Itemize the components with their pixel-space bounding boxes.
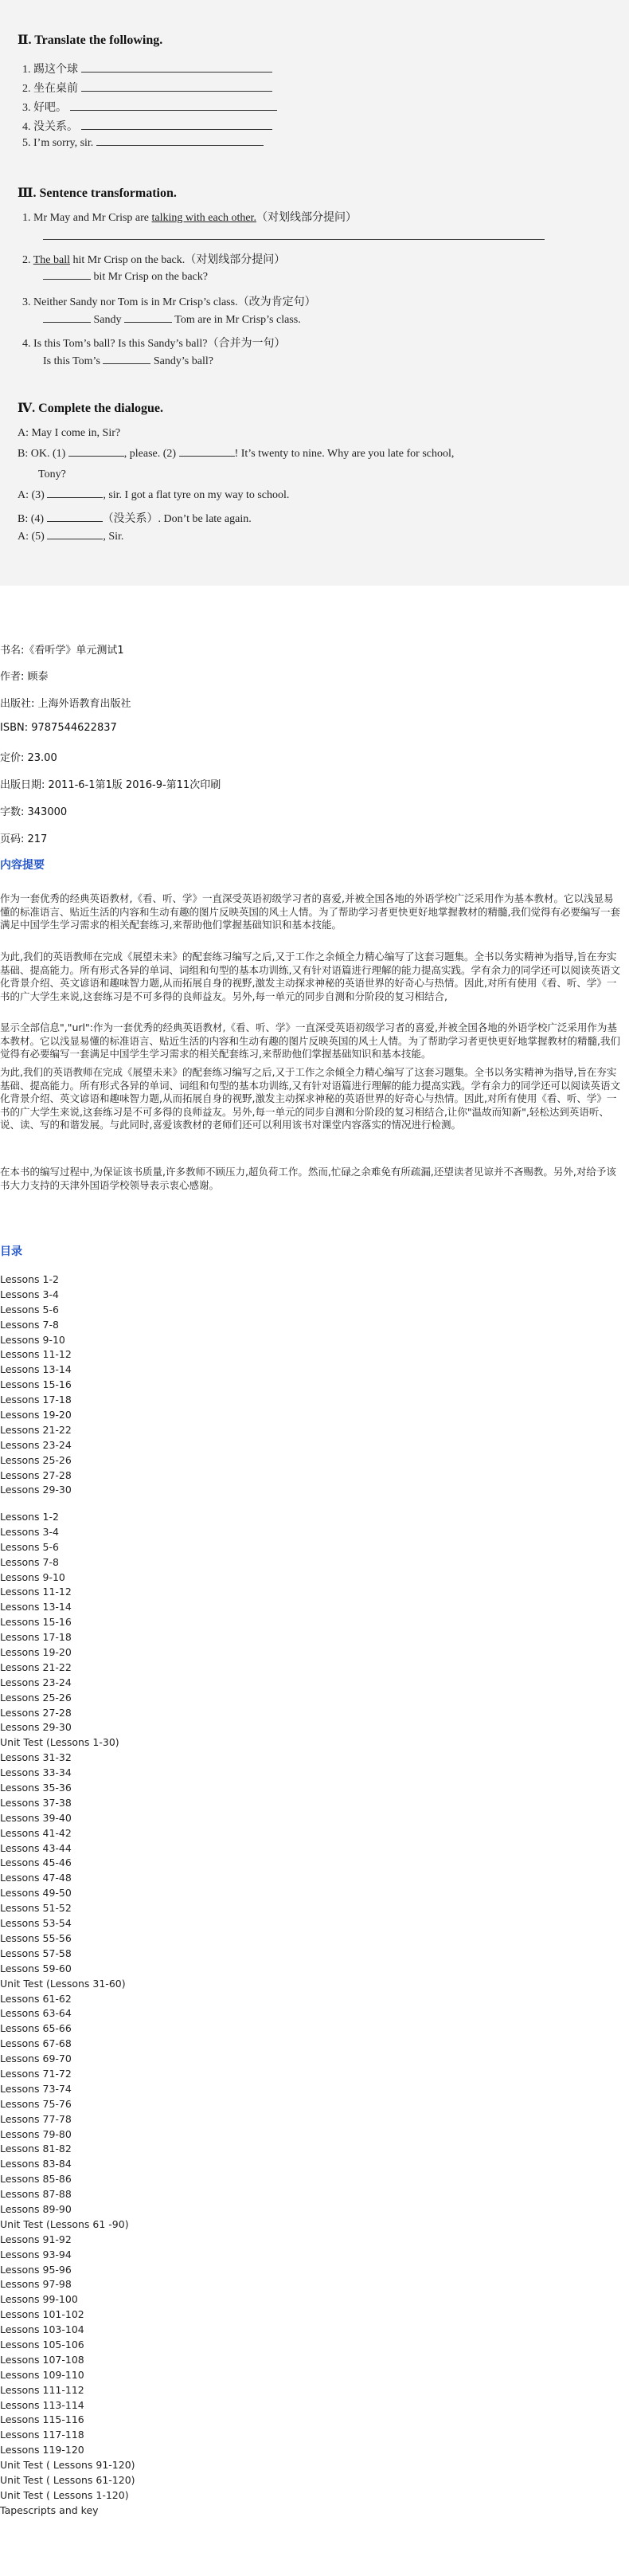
toc-item: Lessons 45-46 xyxy=(0,1857,72,1869)
toc-item: Lessons 47-48 xyxy=(0,1872,72,1884)
dialogue-line-2: B: OK. (1) , please. (2) ! It’s twenty to nine. Why are you late for school, xyxy=(18,448,455,460)
toc-item: Lessons 1-2 xyxy=(0,1511,59,1523)
book-author: 作者: 顾泰 xyxy=(0,671,49,683)
transform-item-3: 3. Neither Sandy nor Tom is in Mr Crisp’s class.（改为肯定句） xyxy=(22,296,316,308)
toc-item: Lessons 99-100 xyxy=(0,2293,78,2306)
toc-item: Lessons 75-76 xyxy=(0,2097,72,2110)
toc-item: Lessons 33-34 xyxy=(0,1766,72,1779)
dialogue-line-3: Tony? xyxy=(38,469,66,480)
section-2-title: Ⅱ. Translate the following. xyxy=(18,33,163,47)
translate-item-1: 1. 踢这个球 xyxy=(22,61,272,76)
toc-item: Lessons 3-4 xyxy=(0,1525,59,1538)
translate-item-5: 5. I’m sorry, sir. xyxy=(22,137,264,150)
toc-item: Lessons 73-74 xyxy=(0,2082,72,2095)
toc-item: Lessons 111-112 xyxy=(0,2383,84,2396)
book-word-count: 字数: 343000 xyxy=(0,806,68,818)
toc-item: Lessons 69-70 xyxy=(0,2053,72,2065)
translate-item-3: 3. 好吧。 xyxy=(22,99,277,115)
toc-item: Lessons 83-84 xyxy=(0,2158,72,2170)
toc-item: Lessons 9-10 xyxy=(0,1570,65,1583)
toc-item: Lessons 65-66 xyxy=(0,2022,72,2035)
book-pages: 页码: 217 xyxy=(0,833,48,845)
toc-item: Lessons 27-28 xyxy=(0,1468,72,1481)
toc-item: Lessons 31-32 xyxy=(0,1751,72,1764)
toc-item: Lessons 37-38 xyxy=(0,1796,72,1809)
transform-item-3-answer: Sandy Tom are in Mr Crisp’s class. xyxy=(43,314,301,327)
toc-item: Lessons 13-14 xyxy=(0,1601,72,1613)
transform-item-4-answer: Is this Tom’s Sandy’s ball? xyxy=(43,355,213,367)
toc-item: Lessons 29-30 xyxy=(0,1721,72,1734)
toc-item: Lessons 35-36 xyxy=(0,1782,72,1794)
dialogue-line-4: A: (3) , sir. I got a flat tyre on my way to school. xyxy=(18,489,290,501)
toc-item: Lessons 71-72 xyxy=(0,2067,72,2080)
toc-item: Lessons 29-30 xyxy=(0,1484,72,1496)
toc-item: Lessons 11-12 xyxy=(0,1348,72,1361)
toc-item: Lessons 115-116 xyxy=(0,2413,84,2426)
toc-list-2 xyxy=(0,1510,135,2519)
toc-item: Lessons 117-118 xyxy=(0,2429,84,2441)
toc-item: Lessons 13-14 xyxy=(0,1363,72,1376)
toc-item: Lessons 11-12 xyxy=(0,1586,72,1598)
toc-item: Lessons 21-22 xyxy=(0,1660,72,1673)
toc-item: Lessons 5-6 xyxy=(0,1540,59,1553)
summary-paragraph-4: 为此,我们的英语教师在完成《展望未来》的配套练习编写之后,又于工作之余倾全力精心编写了这套习题集。全书以务实精神为指导,旨在夯实基础、提高能力。所有形式各异的单词、词组和句型的基本功训练,又有针对语篇进行理解的能力提高实践。学有余力的同学还可以阅读英语文化背景介绍、英文谚语和趣味智力题,从而拓展自身的视野,激发主动探求神秘的英语世界的好奇心与热情。因此,对所有使用《看、听、学》一书的广大学生来说,这套练习是不可多得的良师益友。另外,每一单元的同步自测和分阶段的复习相结合,让你"温故而知新",轻松达到英语听、说、读、写的和谐发展。与此同时,喜爱该教材的老师们还可以利用该书对课堂内容落实的情况进行检测。 xyxy=(0,1066,620,1131)
toc-item: Lessons 15-16 xyxy=(0,1378,72,1391)
toc-item: Lessons 89-90 xyxy=(0,2202,72,2215)
toc-item: Lessons 15-16 xyxy=(0,1616,72,1629)
book-isbn: ISBN: 9787544622837 xyxy=(0,722,117,734)
toc-item: Lessons 61-62 xyxy=(0,1992,72,2005)
toc-item: Lessons 53-54 xyxy=(0,1917,72,1930)
toc-item: Lessons 79-80 xyxy=(0,2127,72,2140)
toc-item: Unit Test (Lessons 1-30) xyxy=(0,1736,119,1749)
transform-item-1: 1. Mr May and Mr Crisp are talking with each other.（对划线部分提问） xyxy=(22,212,357,224)
toc-item: Lessons 105-106 xyxy=(0,2338,84,2351)
toc-item: Lessons 107-108 xyxy=(0,2353,84,2366)
toc-item: Lessons 1-2 xyxy=(0,1273,59,1285)
toc-item: Lessons 25-26 xyxy=(0,1691,72,1704)
dialogue-line-6: A: (5) , Sir. xyxy=(18,531,124,543)
dialogue-line-1: A: May I come in, Sir? xyxy=(18,427,121,439)
top-answer-lines xyxy=(0,0,629,3)
toc-item: Lessons 97-98 xyxy=(0,2278,72,2291)
section-4-title: Ⅳ. Complete the dialogue. xyxy=(18,402,164,415)
toc-item: Lessons 81-82 xyxy=(0,2143,72,2155)
toc-item: Lessons 87-88 xyxy=(0,2188,72,2201)
summary-paragraph-5: 在本书的编写过程中,为保证该书质量,许多教师不顾压力,超负荷工作。然而,忙碌之余难免有所疏漏,还望读者见谅并不吝赐教。另外,对给予该书大力支持的天津外国语学校领导表示衷心感谢。 xyxy=(0,1166,616,1191)
translate-item-2: 2. 坐在桌前 xyxy=(22,80,272,96)
summary-paragraph-3: 显示全部信息","url":作为一套优秀的经典英语教材,《看、听、学》一直深受英语初级学习者的喜爱,并被全国各地的外语学校广泛采用作为基本教材。它以浅显易懂的标准语言、贴近生活的内容和生动有趣的图片反映英国的风土人情。为了帮助学习者更快更好地掌握教材的精髓,我们觉得有必要编写一套满足中国学生学习需求的相关配套练习,来帮助他们掌握基础知识和基本技能。 xyxy=(0,1021,620,1060)
summary-heading[interactable]: 内容提要 xyxy=(0,859,45,872)
toc-item: Lessons 93-94 xyxy=(0,2248,72,2260)
toc-item: Lessons 43-44 xyxy=(0,1841,72,1854)
toc-item: Lessons 51-52 xyxy=(0,1902,72,1915)
toc-item: Lessons 85-86 xyxy=(0,2173,72,2186)
toc-item: Lessons 7-8 xyxy=(0,1555,59,1568)
toc-list-1 xyxy=(0,1272,72,1498)
toc-item: Lessons 57-58 xyxy=(0,1947,72,1959)
toc-item: Lessons 103-104 xyxy=(0,2323,84,2336)
book-title: 书名:《看听学》单元测试1 xyxy=(0,645,124,657)
toc-item: Lessons 77-78 xyxy=(0,2112,72,2125)
toc-item: Lessons 25-26 xyxy=(0,1453,72,1466)
toc-item: Unit Test ( Lessons 61-120) xyxy=(0,2474,135,2486)
book-price: 定价: 23.00 xyxy=(0,752,57,764)
toc-item: Lessons 23-24 xyxy=(0,1438,72,1451)
toc-item: Lessons 91-92 xyxy=(0,2233,72,2245)
toc-item: Lessons 7-8 xyxy=(0,1318,59,1331)
summary-paragraph-1: 作为一套优秀的经典英语教材,《看、听、学》一直深受英语初级学习者的喜爱,并被全国各地的外语学校广泛采用作为基本教材。它以浅显易懂的标准语言、贴近生活的内容和生动有趣的图片反映英国的风土人情。为了帮助学习者更快更好地掌握教材的精髓,我们觉得有必要编写一套满足中国学生学习需求的相关配套练习,来帮助他们掌握基础知识和基本技能。 xyxy=(0,892,620,931)
toc-item: Lessons 63-64 xyxy=(0,2007,72,2020)
toc-item: Lessons 41-42 xyxy=(0,1826,72,1839)
toc-item: Unit Test (Lessons 61 -90) xyxy=(0,2217,129,2230)
toc-item: Lessons 19-20 xyxy=(0,1646,72,1659)
transform-item-2: 2. The ball hit Mr Crisp on the back.（对划线部分提问） xyxy=(22,254,286,266)
transform-item-1-blank xyxy=(43,231,545,244)
toc-item: Lessons 59-60 xyxy=(0,1962,72,1974)
toc-item: Lessons 17-18 xyxy=(0,1631,72,1644)
book-pub-date: 出版日期: 2011-6-1第1版 2016-9-第11次印刷 xyxy=(0,779,221,791)
toc-item: Unit Test (Lessons 31-60) xyxy=(0,1977,126,1990)
toc-item: Lessons 113-114 xyxy=(0,2398,84,2411)
toc-item: Lessons 23-24 xyxy=(0,1676,72,1688)
toc-item: Lessons 21-22 xyxy=(0,1423,72,1436)
toc-item: Lessons 9-10 xyxy=(0,1333,65,1346)
exam-page-image xyxy=(0,0,629,586)
transform-item-2-answer: bit Mr Crisp on the back? xyxy=(43,271,208,284)
toc-item: Tapescripts and key xyxy=(0,2503,99,2516)
toc-item: Lessons 101-102 xyxy=(0,2308,84,2321)
toc-item: Lessons 55-56 xyxy=(0,1931,72,1944)
transform-item-4: 4. Is this Tom’s ball? Is this Sandy’s ball?（合并为一句） xyxy=(22,338,286,350)
toc-item: Lessons 27-28 xyxy=(0,1706,72,1719)
toc-item: Lessons 109-110 xyxy=(0,2368,84,2381)
translate-item-4: 4. 没关系。 xyxy=(22,118,272,134)
book-publisher: 出版社: 上海外语教育出版社 xyxy=(0,698,131,710)
toc-item: Unit Test ( Lessons 1-120) xyxy=(0,2488,129,2501)
toc-item: Lessons 95-96 xyxy=(0,2263,72,2276)
toc-item: Lessons 19-20 xyxy=(0,1409,72,1421)
toc-item: Lessons 17-18 xyxy=(0,1394,72,1406)
section-3-title: Ⅲ. Sentence transformation. xyxy=(18,186,177,200)
toc-item: Unit Test ( Lessons 91-120) xyxy=(0,2459,135,2472)
toc-item: Lessons 67-68 xyxy=(0,2037,72,2050)
toc-item: Lessons 5-6 xyxy=(0,1303,59,1315)
dialogue-line-5: B: (4) （没关系）. Don’t be late again. xyxy=(18,513,252,525)
toc-item: Lessons 49-50 xyxy=(0,1887,72,1900)
toc-item: Lessons 3-4 xyxy=(0,1288,59,1300)
summary-paragraph-2: 为此,我们的英语教师在完成《展望未来》的配套练习编写之后,又于工作之余倾全力精心编写了这套习题集。全书以务实精神为指导,旨在夯实基础、提高能力。所有形式各异的单词、词组和句型的基本功训练,又有针对语篇进行理解的能力提高实践。学有余力的同学还可以阅读英语文化背景介绍、英文谚语和趣味智力题,从而拓展自身的视野,激发主动探求神秘的英语世界的好奇心与热情。因此,对所有使用《看、听、学》一书的广大学生来说,这套练习是不可多得的良师益友。另外,每一单元的同步自测和分阶段的复习相结合, xyxy=(0,951,620,1002)
toc-item: Lessons 39-40 xyxy=(0,1811,72,1824)
toc-heading[interactable]: 目录 xyxy=(0,1245,22,1258)
toc-item: Lessons 119-120 xyxy=(0,2444,84,2456)
